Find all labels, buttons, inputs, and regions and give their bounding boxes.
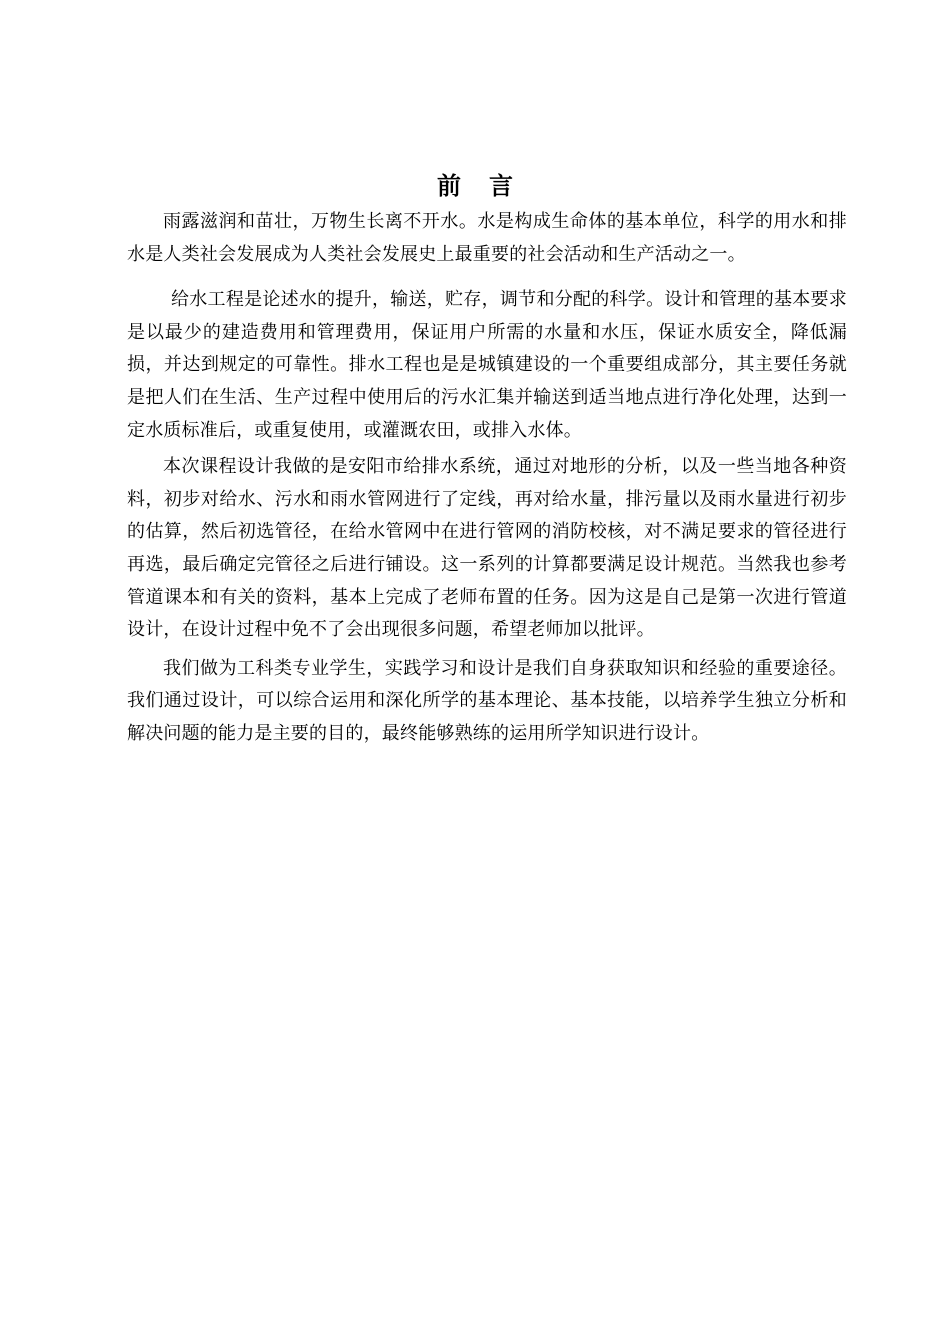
paragraph-intro-water: 雨露滋润和苗壮，万物生长离不开水。水是构成生命体的基本单位，科学的用水和排水是人类社会发展成为人类社会发展史上最重要的社会活动和生产活动之一。 xyxy=(127,211,847,265)
page-title: 前言 xyxy=(437,171,541,200)
paragraph-course-design: 本次课程设计我做的是安阳市给排水系统，通过对地形的分析，以及一些当地各种资料，初步对给水、污水和雨水管网进行了定线，再对给水量，排污量以及雨水量进行初步的估算，然后初选管径，在给水管网中在进行管网的消防校核，对不满足要求的管径进行再选，最后确定完管径之后进行铺设。这一系列的计算都要满足设计规范。当然我也参考管道课本和有关的资料，基本上完成了老师布置的任务。因为这是自己是第一次进行管道设计，在设计过程中免不了会出现很多问题，希望老师加以批评。 xyxy=(127,456,847,641)
paragraph-water-supply-engineering: 给水工程是论述水的提升，输送，贮存，调节和分配的科学。设计和管理的基本要求是以最少的建造费用和管理费用，保证用户所需的水量和水压，保证水质安全，降低漏损，并达到规定的可靠性。排水工程也是是城镇建设的一个重要组成部分，其主要任务就是把人们在生活、生产过程中使用后的污水汇集并输送到适当地点进行净化处理，达到一定水质标准后，或重复使用，或灌溉农田，或排入水体。 xyxy=(127,289,847,441)
paragraph-practice-learning: 我们做为工科类专业学生，实践学习和设计是我们自身获取知识和经验的重要途径。我们通过设计，可以综合运用和深化所学的基本理论、基本技能，以培养学生独立分析和解决问题的能力是主要的目的，最终能够熟练的运用所学知识进行设计。 xyxy=(127,657,847,744)
document-body xyxy=(127,206,847,751)
